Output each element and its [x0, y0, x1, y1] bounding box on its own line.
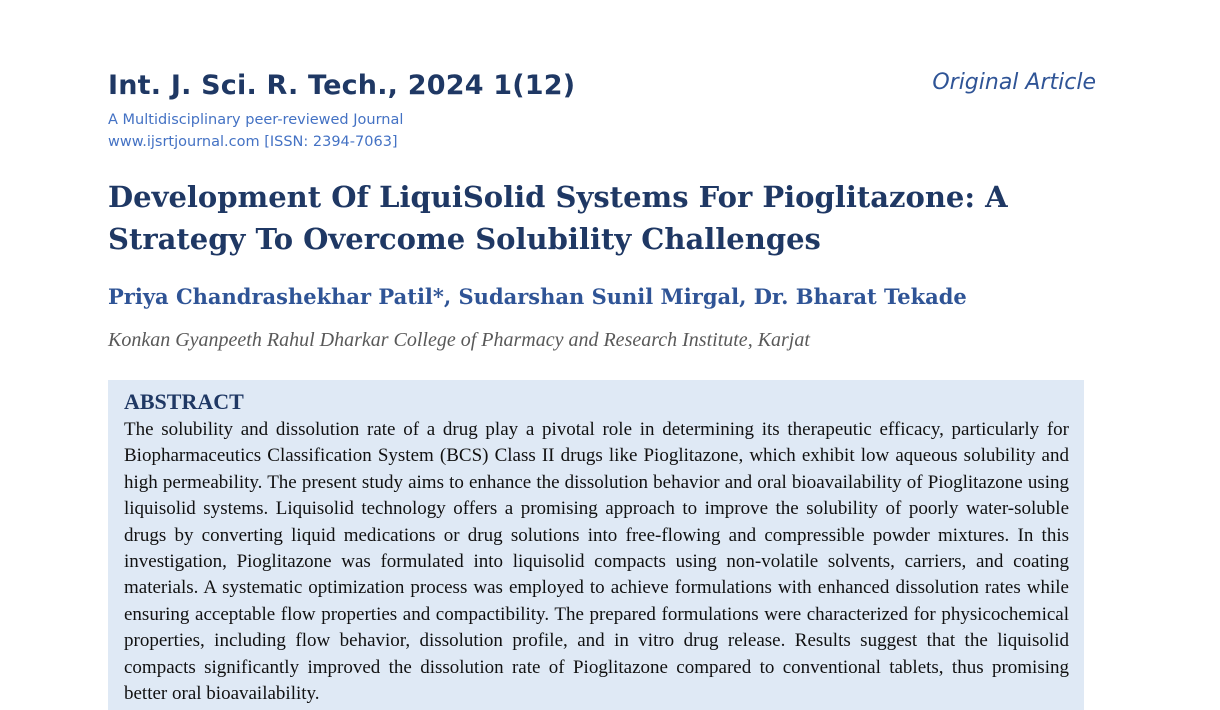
- abstract-heading: ABSTRACT: [124, 389, 244, 414]
- article-type-label: Original Article: [932, 70, 1096, 95]
- paper-title: Development Of LiquiSolid Systems For Pioglitazone: A Strategy To Overcome Solubility Challenges: [108, 180, 1008, 256]
- affiliation: Konkan Gyanpeeth Rahul Dharkar College of Pharmacy and Research Institute, Karjat: [108, 329, 810, 351]
- author-list: Priya Chandrashekhar Patil*, Sudarshan Sunil Mirgal, Dr. Bharat Tekade: [108, 284, 967, 309]
- journal-url-issn: www.ijsrtjournal.com [ISSN: 2394-7063]: [108, 134, 398, 150]
- abstract-box: [108, 380, 1084, 710]
- journal-description: A Multidisciplinary peer-reviewed Journal: [108, 112, 404, 128]
- journal-title: Int. J. Sci. R. Tech., 2024 1(12): [108, 70, 576, 101]
- abstract-text: The solubility and dissolution rate of a drug play a pivotal role in determining its therapeutic efficacy, particularly for Biopharmaceutics Classification System (BCS) Class II drugs like Pioglitazone, which exhibit low aqueous solubility and high permeability. The present study aims to enhance the dissolution behavior and oral bioavailability of Pioglitazone using liquisolid systems. Liquisolid technology offers a promising approach to improve the solubility of poorly water-soluble drugs by converting liquid medications or drug solutions into free-flowing and compressible powder mixtures. In this investigation, Pioglitazone was formulated into liquisolid compacts using non-volatile solvents, carriers, and coating materials. A systematic optimization process was employed to achieve formulations with enhanced dissolution rates while ensuring acceptable flow properties and compactibility. The prepared formulations were characterized for physicochemical properties, including flow behavior, dissolution profile, and in vitro drug release. Results suggest that the liquisolid compacts significantly improved the dissolution rate of Pioglitazone compared to conventional tablets, thus promising better oral bioavailability.: [124, 419, 1069, 705]
